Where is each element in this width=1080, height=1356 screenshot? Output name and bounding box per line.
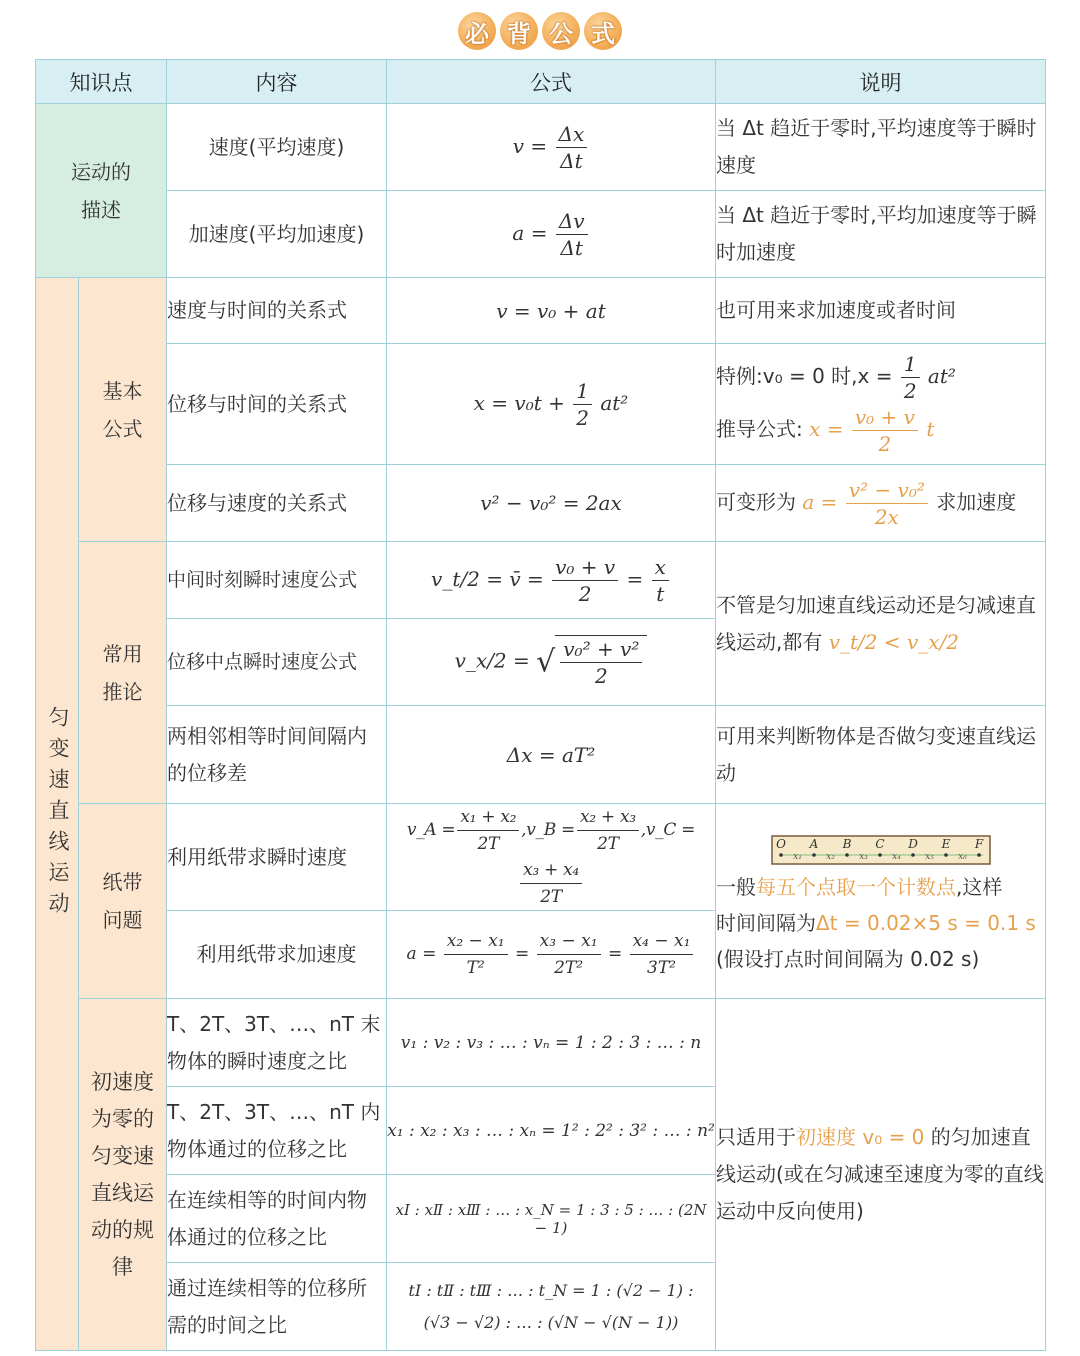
tape-point-dot — [845, 853, 849, 857]
note-text: ,这样 — [956, 875, 1003, 899]
fraction-den: 2T² — [554, 958, 584, 978]
title-char-2: 背 — [500, 12, 538, 50]
table-row — [36, 999, 1046, 1087]
note-math: a = — [802, 489, 838, 514]
fraction-num: x — [652, 554, 669, 581]
formula-lhs: v_x/2 = — [454, 648, 530, 673]
tape-segment-label: x₃ — [858, 852, 868, 862]
formula-lhs: ,v_B = — [521, 820, 575, 840]
group-tape-problems — [79, 804, 167, 999]
content-cell: 利用纸带求瞬时速度 — [167, 804, 387, 911]
tape-point-dot — [977, 853, 981, 857]
content-cell: 利用纸带求加速度 — [167, 911, 387, 999]
formula-cell — [387, 542, 716, 619]
content-cell: T、2T、3T、…、nT 末物体的瞬时速度之比 — [167, 999, 387, 1087]
formula-eq: = — [515, 944, 530, 964]
group-common-inferences — [79, 542, 167, 804]
tape-point-label: B — [842, 837, 851, 851]
group-label-line: 直线运 — [91, 1180, 154, 1205]
note-highlight: 初速度 v₀ = 0 — [796, 1125, 925, 1149]
formula-cell — [387, 344, 716, 465]
group-label-vertical: 匀变速直线运动 — [46, 705, 70, 923]
note-line — [716, 869, 1045, 905]
fraction-num: x₁ + x₂ — [457, 804, 519, 831]
formula-lhs: a = — [406, 944, 437, 964]
header-knowledge: 知识点 — [36, 60, 167, 104]
tape-point-dot — [878, 853, 882, 857]
note-text: 求加速度 — [936, 489, 1017, 514]
fraction — [520, 857, 582, 910]
fraction-den: T² — [466, 958, 485, 978]
tape-point-label: E — [941, 837, 950, 851]
fraction-den: 2 — [903, 379, 917, 403]
fraction — [901, 351, 920, 404]
title-char-3: 公 — [542, 12, 580, 50]
group-label-line: 公式 — [102, 416, 143, 441]
formula-cell: v² − v₀² = 2ax — [387, 465, 716, 542]
content-cell: 速度(平均速度) — [167, 104, 387, 191]
title-char-1: 必 — [458, 12, 496, 50]
content-cell: 两相邻相等时间间隔内的位移差 — [167, 706, 387, 804]
note-cell: 当 Δt 趋近于零时,平均加速度等于瞬时加速度 — [716, 191, 1046, 278]
fraction — [552, 554, 618, 607]
note-cell — [716, 465, 1046, 542]
fraction-num: x₂ − x₁ — [444, 928, 508, 955]
group-uniform-motion — [36, 278, 79, 1351]
note-line — [716, 351, 1045, 404]
tape-segment-label: x₂ — [825, 852, 835, 862]
group-label-line: 问题 — [102, 908, 143, 932]
fraction — [560, 636, 642, 689]
formula-cell: Δx = aT² — [387, 706, 716, 804]
formula-cell — [387, 191, 716, 278]
fraction — [457, 804, 519, 857]
fraction-den: 2 — [578, 581, 592, 606]
fraction-num: x₃ − x₁ — [537, 928, 601, 955]
fraction-den: Δt — [560, 235, 583, 260]
formula-line: tⅠ : tⅡ : tⅢ : … : t_N = 1 : (√2 − 1) : — [408, 1280, 694, 1300]
header-content: 内容 — [167, 60, 387, 104]
fraction-den: 3T² — [647, 958, 677, 978]
table-row — [36, 191, 1046, 278]
fraction-den: 2 — [594, 664, 608, 688]
table-row — [36, 706, 1046, 804]
content-cell: 加速度(平均加速度) — [167, 191, 387, 278]
formula-lhs: ,v_C = — [640, 820, 696, 840]
content-cell: 速度与时间的关系式 — [167, 278, 387, 344]
note-cell — [716, 542, 1046, 706]
table-row — [36, 278, 1046, 344]
table-row — [36, 344, 1046, 465]
note-highlight: 每五个点取一个计数点 — [756, 875, 956, 899]
fraction-den: 2x — [874, 504, 899, 529]
tape-segment-label: x₅ — [924, 852, 934, 862]
note-text: 特例:v₀ = 0 时,x = — [716, 364, 893, 388]
formula-eq: = — [607, 944, 623, 964]
note-text: 时间间隔为 — [716, 911, 816, 935]
tape-point-label: D — [907, 837, 918, 851]
content-cell: 中间时刻瞬时速度公式 — [167, 542, 387, 619]
fraction-num: 1 — [901, 351, 920, 378]
fraction — [846, 477, 928, 530]
fraction-den: t — [656, 581, 665, 606]
fraction-num: v² − v₀² — [846, 477, 928, 504]
fraction-den: 2T — [540, 887, 562, 907]
group-zero-initial-velocity — [79, 999, 167, 1351]
group-label-line: 匀变速 — [91, 1143, 154, 1168]
group-label-line: 基本 — [102, 378, 143, 403]
formula-cell — [387, 619, 716, 706]
tape-point-dot — [779, 853, 783, 857]
note-text: 可变形为 — [716, 489, 796, 514]
group-label-line: 纸带 — [102, 870, 143, 894]
fraction — [573, 378, 592, 431]
note-math: at² — [927, 364, 956, 388]
tape-segment-label: x₄ — [891, 852, 901, 862]
fraction — [556, 208, 588, 261]
group-label-line: 律 — [112, 1254, 133, 1279]
group-label-line: 动的规 — [91, 1217, 154, 1242]
note-line: (假设打点时间间隔为 0.02 s) — [716, 947, 980, 971]
formula-lhs: x = v₀t + — [473, 390, 565, 415]
formula-cell — [387, 804, 716, 911]
group-label-line: 为零的 — [91, 1106, 154, 1131]
note-cell — [716, 999, 1046, 1351]
formula-cell — [387, 911, 716, 999]
fraction — [630, 928, 694, 981]
fraction-den: Δt — [560, 148, 583, 173]
page-title — [0, 12, 1080, 52]
formula-lhs: v_A = — [406, 820, 456, 840]
formula-eq: = — [626, 566, 644, 591]
fraction — [652, 554, 669, 607]
note-highlight: Δt = 0.02×5 s = 0.1 s — [816, 911, 1036, 935]
fraction-den: 2 — [878, 432, 892, 456]
group-basic-formulas — [79, 278, 167, 542]
note-math: t — [926, 417, 935, 441]
note-math: x = — [809, 417, 844, 441]
table-row — [36, 804, 1046, 911]
note-text: 推导公式: — [716, 417, 803, 441]
header-note: 说明 — [716, 60, 1046, 104]
note-text: 的匀加速直线运动(或在匀减速至速度为零的直线运动中反向使用) — [716, 1125, 1044, 1223]
title-char-4: 式 — [584, 12, 622, 50]
fraction-num: v₀² + v² — [560, 636, 642, 663]
formula-cell: v = v₀ + at — [387, 278, 716, 344]
content-cell: 位移与速度的关系式 — [167, 465, 387, 542]
table-header-row — [36, 60, 1046, 104]
group-motion-description — [36, 104, 167, 278]
sqrt-icon: √ — [536, 644, 556, 680]
tape-point-label: O — [775, 837, 786, 851]
group-label-line: 描述 — [81, 197, 121, 222]
tape-segment-label: x₁ — [792, 852, 802, 862]
formula-line: (√3 − √2) : … : (√N − √(N − 1)) — [423, 1312, 679, 1332]
formula-rhs: at² — [600, 390, 629, 415]
header-formula: 公式 — [387, 60, 716, 104]
group-label-line: 常用 — [102, 641, 143, 666]
formula-lhs: v_t/2 = v̄ = — [431, 566, 544, 591]
fraction — [577, 804, 639, 857]
content-cell: 通过连续相等的位移所需的时间之比 — [167, 1263, 387, 1351]
table-row — [36, 104, 1046, 191]
content-cell: 位移与时间的关系式 — [167, 344, 387, 465]
table-row — [36, 542, 1046, 619]
fraction-num: 1 — [573, 378, 592, 405]
fraction-num: x₃ + x₄ — [520, 857, 582, 884]
fraction — [537, 928, 601, 981]
formula-cell — [387, 104, 716, 191]
formula-cell: x₁ : x₂ : x₃ : … : xₙ = 1² : 2² : 3² : … : n² — [387, 1087, 716, 1175]
formula-lhs: v = — [512, 133, 548, 158]
content-cell: T、2T、3T、…、nT 内物体通过的位移之比 — [167, 1087, 387, 1175]
ticker-tape-diagram — [771, 835, 991, 865]
formula-cell: v₁ : v₂ : v₃ : … : vₙ = 1 : 2 : 3 : … : n — [387, 999, 716, 1087]
fraction-num: Δx — [556, 121, 588, 148]
note-text: 只适用于 — [716, 1125, 796, 1149]
fraction — [444, 928, 508, 981]
note-cell: 可用来判断物体是否做匀变速直线运动 — [716, 706, 1046, 804]
sqrt-body — [555, 635, 647, 689]
tape-point-label: C — [874, 837, 885, 851]
note-math: v_t/2 < v_x/2 — [828, 629, 960, 654]
note-cell — [716, 804, 1046, 999]
content-cell: 在连续相等的时间内物体通过的位移之比 — [167, 1175, 387, 1263]
fraction-num: v₀ + v — [552, 554, 618, 581]
formula-lhs: a = — [512, 220, 548, 245]
fraction-den: 2T — [597, 834, 619, 854]
fraction-num: x₂ + x₃ — [577, 804, 639, 831]
fraction-den: 2T — [477, 834, 500, 854]
tape-segment-label: x₆ — [957, 852, 967, 862]
fraction-num: Δv — [556, 208, 588, 235]
formula-cell: xⅠ : xⅡ : xⅢ : … : x_N = 1 : 3 : 5 : … : (2N − 1) — [387, 1175, 716, 1263]
note-text: 不管是匀加速直线运动还是匀减速直线运动,都有 — [716, 592, 1036, 654]
note-text: 一般 — [716, 875, 756, 899]
group-label-line: 运动的 — [71, 159, 131, 184]
fraction-den: 2 — [576, 405, 589, 430]
table-row — [36, 465, 1046, 542]
fraction-num: x₄ − x₁ — [630, 928, 694, 955]
group-label-line: 推论 — [102, 679, 143, 704]
note-cell — [716, 344, 1046, 465]
tape-point-dot — [812, 853, 816, 857]
formula-cell — [387, 1263, 716, 1351]
content-cell: 位移中点瞬时速度公式 — [167, 619, 387, 706]
tape-point-dot — [911, 853, 915, 857]
formula-table — [35, 59, 1046, 1351]
tape-point-label: F — [974, 837, 983, 851]
note-line — [716, 905, 1045, 941]
group-label-line: 初速度 — [91, 1069, 154, 1094]
note-cell: 当 Δt 趋近于零时,平均速度等于瞬时速度 — [716, 104, 1046, 191]
fraction — [852, 404, 918, 457]
tape-point-label: A — [809, 837, 818, 851]
note-cell: 也可用来求加速度或者时间 — [716, 278, 1046, 344]
tape-point-dot — [944, 853, 948, 857]
fraction-num: v₀ + v — [852, 404, 918, 431]
fraction — [556, 121, 588, 174]
note-line — [716, 404, 1045, 457]
